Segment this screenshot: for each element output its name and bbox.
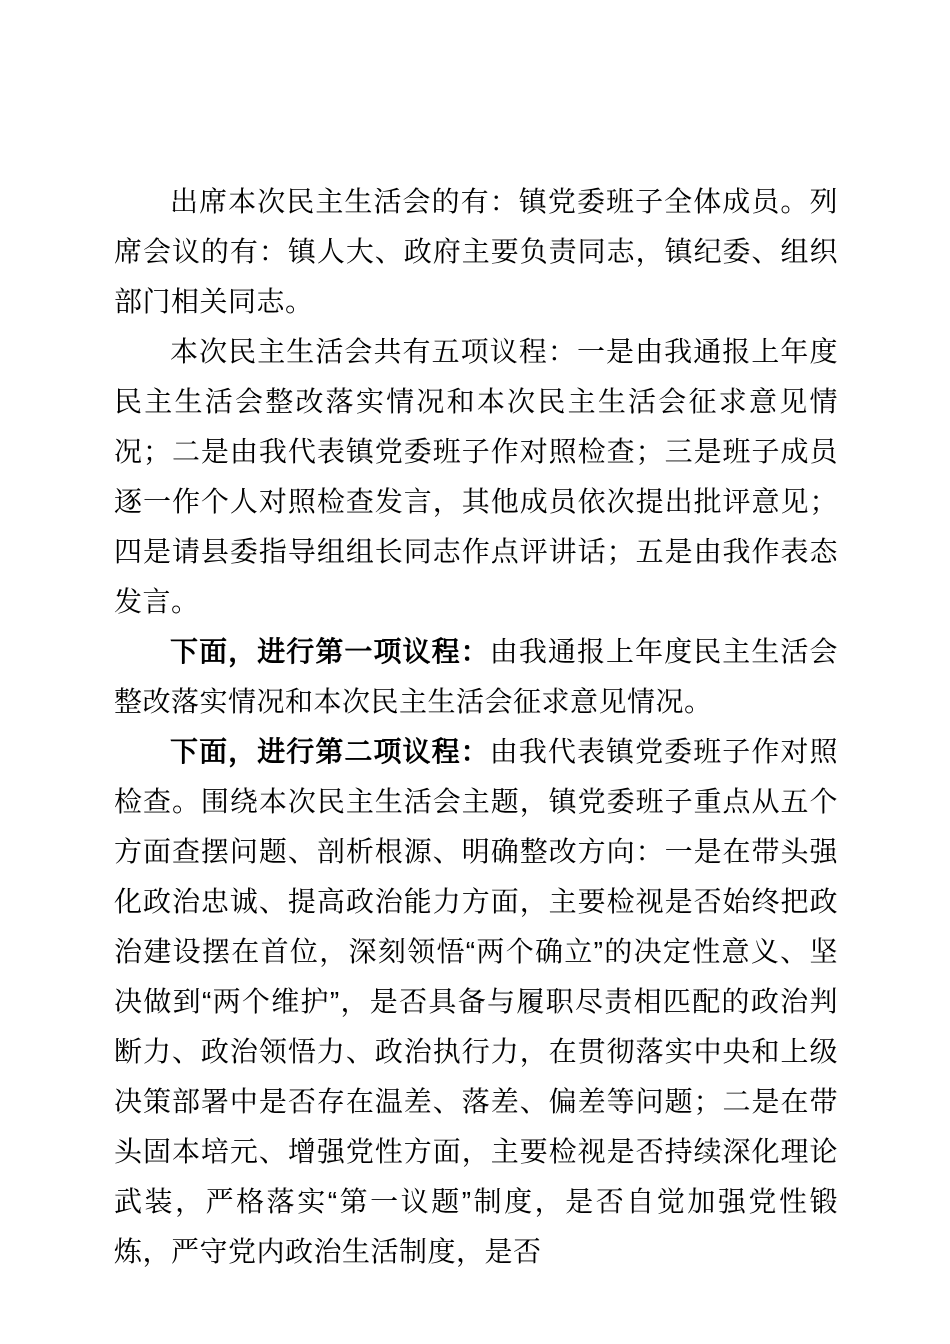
paragraph-agenda-item-2 [114, 727, 838, 1277]
paragraph-text: 由我代表镇党委班子作对照检查。围绕本次民主生活会主题，镇党委班子重点从五个方面查摆问题、剖析根源、明确整改方向：一是在带头强化政治忠诚、提高政治能力方面，主要检视是否始终把政治建设摆在首位，深刻领悟“两个确立”的决定性意义、坚决做到“两个维护”，是否具备与履职尽责相匹配的政治判断力、政治领悟力、政治执行力，在贯彻落实中央和上级决策部署中是否存在温差、落差、偏差等问题；二是在带头固本培元、增强党性方面，主要检视是否持续深化理论武装，严格落实“第一议题”制度，是否自觉加强党性锻炼，严守党内政治生活制度，是否 [114, 736, 838, 1267]
paragraph-agenda-overview [114, 327, 838, 627]
paragraph-text: 由我通报上年度民主生活会整改落实情况和本次民主生活会征求意见情况。 [114, 636, 838, 717]
paragraph-attendees [114, 177, 838, 327]
paragraph-text: 本次民主生活会共有五项议程：一是由我通报上年度民主生活会整改落实情况和本次民主生活会征求意见情况；二是由我代表镇党委班子作对照检查；三是班子成员逐一作个人对照检查发言，其他成员依次提出批评意见；四是请县委指导组组长同志作点评讲话；五是由我作表态发言。 [114, 336, 838, 617]
paragraph-bold-lead: 下面，进行第一项议程： [170, 636, 490, 667]
paragraph-text: 出席本次民主生活会的有：镇党委班子全体成员。列席会议的有：镇人大、政府主要负责同志，镇纪委、组织部门相关同志。 [114, 186, 838, 317]
paragraph-bold-lead: 下面，进行第二项议程： [170, 736, 490, 767]
paragraph-agenda-item-1 [114, 627, 838, 727]
